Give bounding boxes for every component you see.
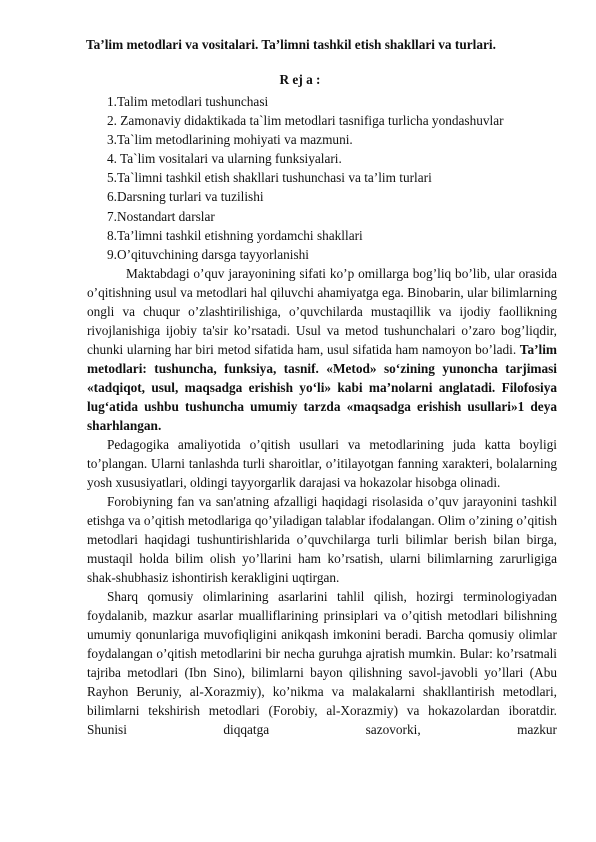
plan-item: 5.Ta`limni tashkil etish shakllari tushunchasi va ta’lim turlari [107,170,432,186]
plan-item: 3.Ta`lim metodlarining mohiyati va mazmuni. [107,132,353,148]
paragraph-forobiy: Forobiyning fan va san'atning afzalligi haqidagi risolasida o’quv jarayonini tashkil etishga va o’qitish metodlariga qo’yiladigan talablar ifodalangan. Olim o’zining o’qitish metodlari haqidagi tushuntirishlarida o’quvchilarga turli bilimlar berish bilan birga, mustaqil holda bilim olish yo’llarini ham ko’rsatish, ularni bilimlarning zarurligiga shak-shubhasiz ishontirish kerakligini uqtirgan. [87,494,557,585]
paragraph-sharq: Sharq qomusiy olimlarining asarlarini tahlil qilish, hozirgi terminologiyadan foydalanib, mazkur asarlar mualliflarining prinsiplari va o’qitish metodlari bilishning umumiy qonunlariga muvofiqligini anikqash imkonini beradi. Barcha qomusiy olimlar foydalangan o’qitish metodlarini bir necha guruhga ajratish mumkin. Bular: ko’rsatmali tajriba metodlari (Ibn Sino), bilimlarni bayon qilishning savol-javobli yo’llari (Abu Rayhon Beruniy, al-Xorazmiy), ko’nikma va malakalarni shakllantirish metodlari, bilimlarni tekshirish metodlari (Forobiy, al-Xorazmiy) va hokazolardan iboratdir. Shunisi diqqatga sazovorki, mazkur [87,589,557,737]
plan-heading: R ej a : [279,72,321,87]
plan-item: 9.O’qituvchining darsga tayyorlanishi [107,246,309,262]
paragraph-intro [87,264,557,435]
document-title: Ta’lim metodlari va vositalari. Ta’limni tashkil etish shakllari va turlari. [86,37,496,52]
plan-item: 2. Zamonaviy didaktikada ta`lim metodlari tasnifiga turlicha yondashuvlar [107,113,504,129]
plan-item: 7.Nostandart darslar [107,208,215,224]
plan-item: 8.Ta’limni tashkil etishning yordamchi shakllari [107,227,363,243]
paragraph-intro-bold-text: Ta’lim metodlari: tushuncha, funksiya, tasnif. «Metod» so‘zining yunoncha tarjimasi «tadqiqot, usul, maqsadga erishish yo‘li» kabi ma’nolarni anglatadi. Filofosiya lug‘atida ushbu tushuncha umumiy tarzda «maqsadga erishish usullari»1 deya sharhlangan. [87,342,557,433]
body-text [87,264,557,739]
plan-item: 6.Darsning turlari va tuzilishi [107,189,264,205]
paragraph-intro-text: Maktabdagi o’quv jarayonining sifati ko’p omillarga bog’liq bo’lib, ular orasida o’qitishning usul va metodlari hal qiluvchi ahamiyatga ega. Binobarin, ular bilimlarning ongli va chuqur o’zlashtirilishiga, o’quvchilarda mustaqillik va ijodiy faollikning rivojlanishiga ijobiy ta'sir ko’rsatadi. Usul va metod tushunchalari o’zaro bog’liqdir, chunki ularning har biri metod sifatida ham, usul sifatida ham namoyon bo’ladi. [87,266,557,357]
plan-item: 4. Ta`lim vositalari va ularning funksiyalari. [107,151,342,167]
plan-item: 1.Talim metodlari tushunchasi [107,94,269,109]
plan-list [107,92,504,264]
paragraph-pedagogy: Pedagogika amaliyotida o’qitish usullari va metodlarining juda katta boyligi to’plangan. Ularni tanlashda turli sharoitlar, o’itilayotgan fanning xarakteri, bolalarning yosh xususiyatlari, oldingi tayyorgarlik darajasi va hokazolar hisobga olinadi. [87,437,557,490]
